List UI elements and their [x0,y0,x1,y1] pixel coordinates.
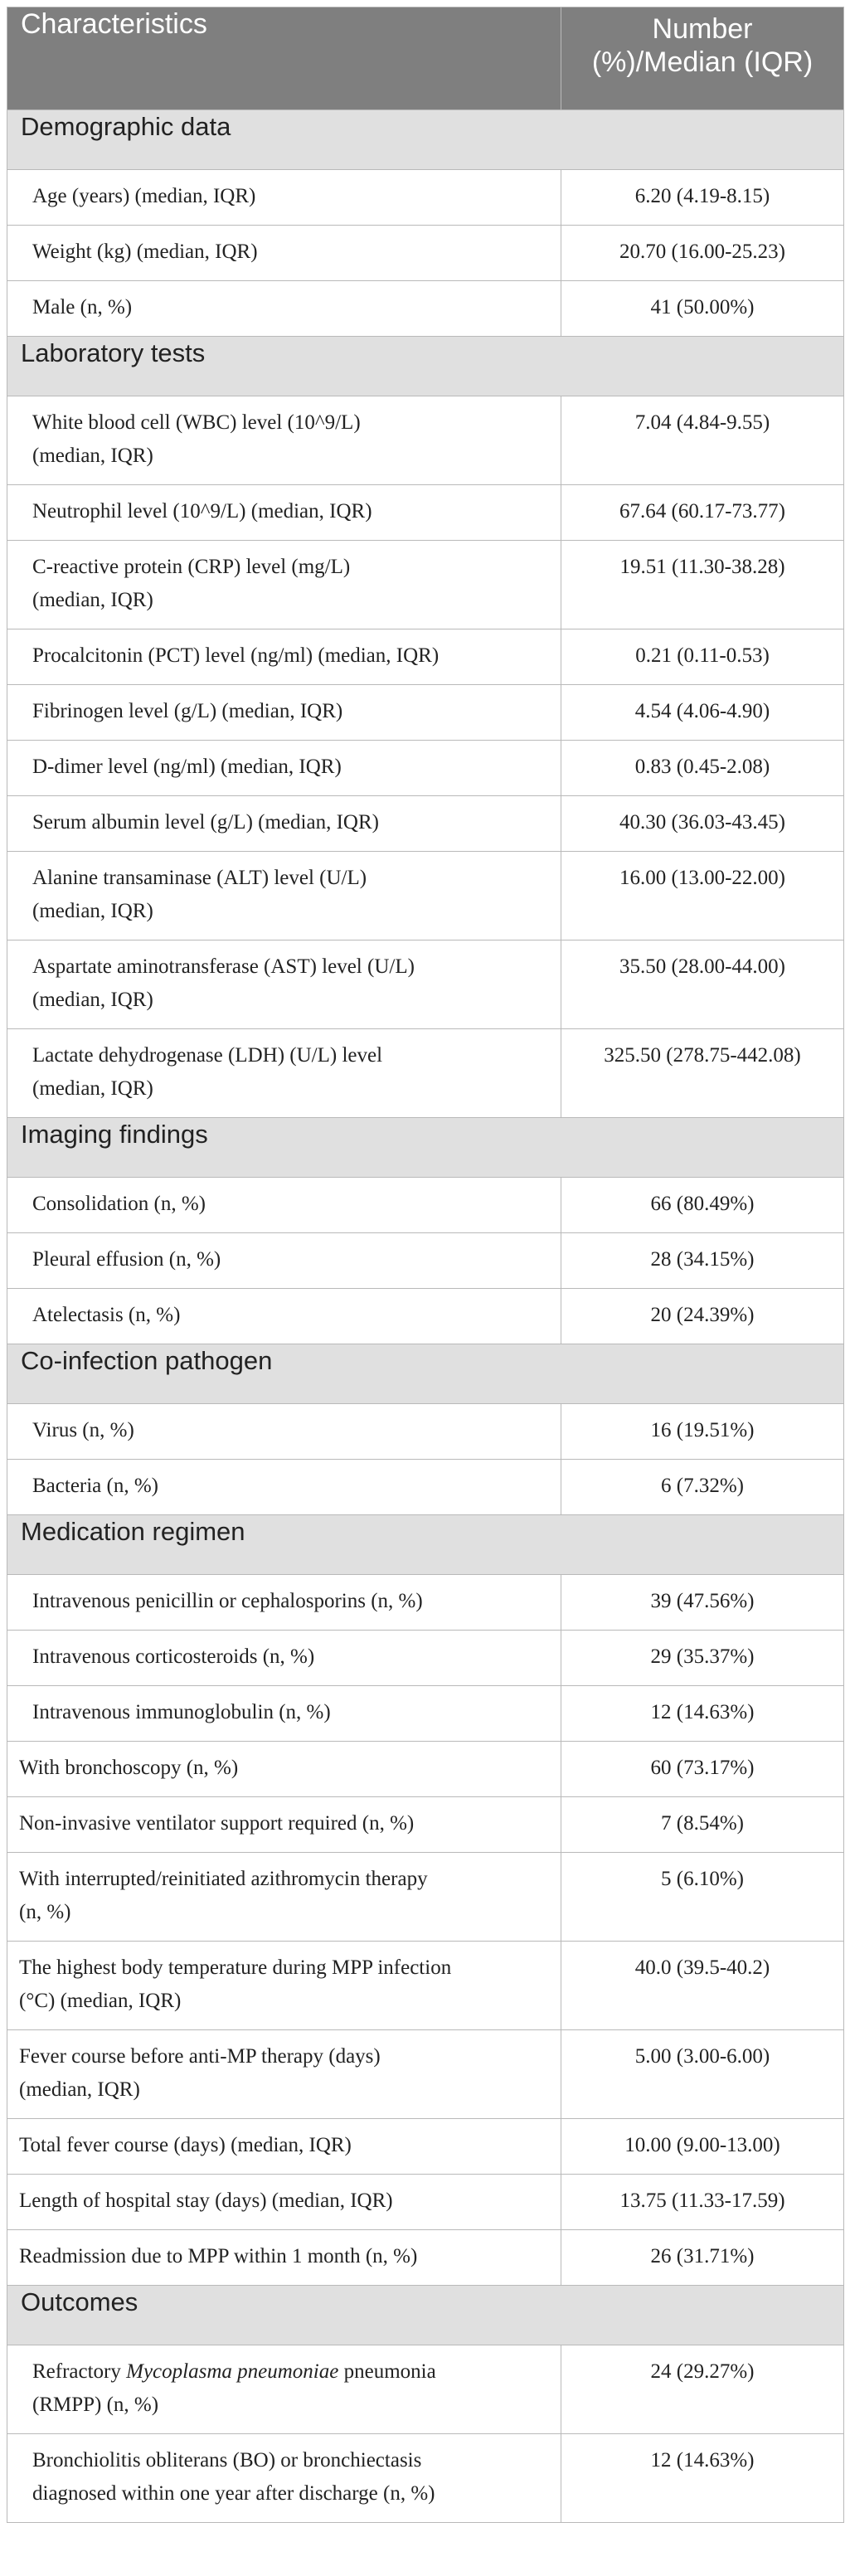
row-value: 6 (7.32%) [561,1460,844,1515]
header-value-line2: (%)/Median (IQR) [591,46,814,78]
row-label-text: Consolidation (n, %) [32,1193,206,1215]
row-value: 39 (47.56%) [561,1575,844,1631]
row-value: 16 (19.51%) [561,1404,844,1460]
row-label-text: Readmission due to MPP within 1 month (n, %) [19,2245,418,2267]
section-label: Medication regimen [7,1515,844,1575]
row-value: 6.20 (4.19-8.15) [561,170,844,226]
row-label [7,1029,561,1118]
table-row [7,1029,844,1118]
section-row [7,2286,844,2345]
section-label: Outcomes [7,2286,844,2345]
row-value: 20 (24.39%) [561,1289,844,1344]
row-label-line2: (n, %) [19,1901,71,1923]
table-body [7,7,844,2523]
row-label [7,281,561,337]
row-value: 4.54 (4.06-4.90) [561,685,844,741]
row-value: 29 (35.37%) [561,1631,844,1686]
table-row [7,2030,844,2119]
row-label [7,940,561,1029]
row-label-text: Fever course before anti-MP therapy (days) [19,2045,381,2068]
row-value: 28 (34.15%) [561,1233,844,1289]
row-label-line2: (median, IQR) [32,589,153,611]
table-row [7,485,844,541]
row-value: 40.0 (39.5-40.2) [561,1942,844,2030]
section-row [7,337,844,396]
row-label-text: Intravenous penicillin or cephalosporins (n, %) [32,1590,423,1612]
row-label [7,2345,561,2434]
table-row [7,1289,844,1344]
row-label [7,2030,561,2119]
row-label-line2: (median, IQR) [19,2078,140,2101]
row-label-line2: (median, IQR) [32,1077,153,1100]
table-row [7,541,844,629]
row-label-text: Weight (kg) (median, IQR) [32,241,258,263]
row-value: 325.50 (278.75-442.08) [561,1029,844,1118]
row-label-text: White blood cell (WBC) level (10^9/L) [32,411,361,434]
row-label-text: Alanine transaminase (ALT) level (U/L) [32,867,367,889]
row-label-text: Refractory [32,2360,121,2383]
table-row [7,685,844,741]
table-row [7,1404,844,1460]
row-value: 41 (50.00%) [561,281,844,337]
section-label: Demographic data [7,110,844,170]
table-row [7,2175,844,2230]
section-label: Imaging findings [7,1118,844,1178]
row-label-text: Male (n, %) [32,296,133,318]
row-label [7,1460,561,1515]
row-value: 16.00 (13.00-22.00) [561,852,844,940]
row-label [7,2175,561,2230]
table-row [7,796,844,852]
table-row [7,1575,844,1631]
row-label [7,1942,561,2030]
table-row [7,170,844,226]
table-row [7,1631,844,1686]
row-label [7,629,561,685]
row-label [7,741,561,796]
section-label: Laboratory tests [7,337,844,396]
table-row [7,2434,844,2523]
table-row [7,1233,844,1289]
row-label-text: Neutrophil level (10^9/L) (median, IQR) [32,500,372,522]
row-label-line2: (median, IQR) [32,989,153,1011]
table-row [7,852,844,940]
row-value: 10.00 (9.00-13.00) [561,2119,844,2175]
row-label [7,485,561,541]
row-value: 67.64 (60.17-73.77) [561,485,844,541]
row-label-text: C-reactive protein (CRP) level (mg/L) [32,556,351,578]
header-value-line1: Number [652,13,753,45]
row-label [7,1289,561,1344]
row-value: 0.21 (0.11-0.53) [561,629,844,685]
row-label [7,796,561,852]
row-label-text: Procalcitonin (PCT) level (ng/ml) (median, IQR) [32,644,440,667]
table-header-row [7,7,844,110]
table-row [7,281,844,337]
table-row [7,1460,844,1515]
table-row [7,940,844,1029]
row-label [7,1853,561,1942]
table-row [7,1686,844,1742]
row-label-text: Intravenous corticosteroids (n, %) [32,1645,315,1668]
row-value: 5.00 (3.00-6.00) [561,2030,844,2119]
row-value: 0.83 (0.45-2.08) [561,741,844,796]
row-value: 7 (8.54%) [561,1797,844,1853]
row-label [7,226,561,281]
header-characteristics: Characteristics [7,7,561,110]
table-row [7,1942,844,2030]
row-label-line2: (°C) (median, IQR) [19,1990,182,2012]
row-label-text: With bronchoscopy (n, %) [19,1757,239,1779]
row-label-text: Non-invasive ventilator support required (n, %) [19,1812,415,1835]
row-value: 26 (31.71%) [561,2230,844,2286]
row-value: 60 (73.17%) [561,1742,844,1797]
row-label-text: Serum albumin level (g/L) (median, IQR) [32,811,379,834]
row-label-text: Bacteria (n, %) [32,1475,159,1497]
row-value: 13.75 (11.33-17.59) [561,2175,844,2230]
table-row [7,226,844,281]
row-label [7,1404,561,1460]
row-label [7,1742,561,1797]
row-label [7,2119,561,2175]
row-value: 20.70 (16.00-25.23) [561,226,844,281]
row-label-text: Age (years) (median, IQR) [32,185,256,207]
row-label-text: With interrupted/reinitiated azithromycin therapy [19,1868,428,1890]
row-label [7,1575,561,1631]
section-label: Co-infection pathogen [7,1344,844,1404]
row-value: 35.50 (28.00-44.00) [561,940,844,1029]
row-label [7,1178,561,1233]
table-row [7,1742,844,1797]
table-row [7,2345,844,2434]
table-row [7,2119,844,2175]
table-row [7,396,844,485]
table-row [7,1797,844,1853]
section-row [7,1515,844,1575]
row-label-line2: diagnosed within one year after discharge (n, %) [32,2482,435,2505]
table-row [7,1178,844,1233]
table-row [7,1853,844,1942]
row-label [7,1631,561,1686]
row-label-text: Atelectasis (n, %) [32,1304,181,1326]
table-row [7,2230,844,2286]
row-label [7,1797,561,1853]
row-label-text: Fibrinogen level (g/L) (median, IQR) [32,700,343,722]
row-label-text: Bronchiolitis obliterans (BO) or bronchiectasis [32,2449,422,2472]
row-label-text: Pleural effusion (n, %) [32,1248,221,1271]
row-label [7,1686,561,1742]
row-label-line2: (median, IQR) [32,445,153,467]
row-label-text: Virus (n, %) [32,1419,134,1441]
row-value: 7.04 (4.84-9.55) [561,396,844,485]
section-row [7,1344,844,1404]
row-label [7,852,561,940]
row-label-line2: (RMPP) (n, %) [32,2394,159,2416]
row-label-text-post: pneumonia [343,2360,436,2383]
section-row [7,1118,844,1178]
row-label-text: Length of hospital stay (days) (median, IQR) [19,2190,393,2212]
row-label-text: D-dimer level (ng/ml) (median, IQR) [32,756,342,778]
header-value [561,7,844,110]
row-label [7,396,561,485]
row-label-text: Aspartate aminotransferase (AST) level (U/L) [32,955,415,978]
row-value: 40.30 (36.03-43.45) [561,796,844,852]
row-label-text: Lactate dehydrogenase (LDH) (U/L) level [32,1044,383,1067]
row-label [7,2230,561,2286]
row-value: 12 (14.63%) [561,2434,844,2523]
characteristics-table [7,7,844,2523]
row-value: 19.51 (11.30-38.28) [561,541,844,629]
row-label-text: The highest body temperature during MPP infection [19,1956,452,1979]
row-label [7,1233,561,1289]
row-label [7,685,561,741]
row-label-line2: (median, IQR) [32,900,153,922]
row-value: 5 (6.10%) [561,1853,844,1942]
row-label-text: Total fever course (days) (median, IQR) [19,2134,352,2156]
row-label [7,170,561,226]
row-label [7,541,561,629]
row-value: 66 (80.49%) [561,1178,844,1233]
row-label-text: Intravenous immunoglobulin (n, %) [32,1701,331,1723]
section-row [7,110,844,170]
row-label [7,2434,561,2523]
table-row [7,741,844,796]
table-row [7,629,844,685]
row-label-italic: Mycoplasma pneumoniae [126,2360,339,2383]
row-value: 12 (14.63%) [561,1686,844,1742]
row-value: 24 (29.27%) [561,2345,844,2434]
